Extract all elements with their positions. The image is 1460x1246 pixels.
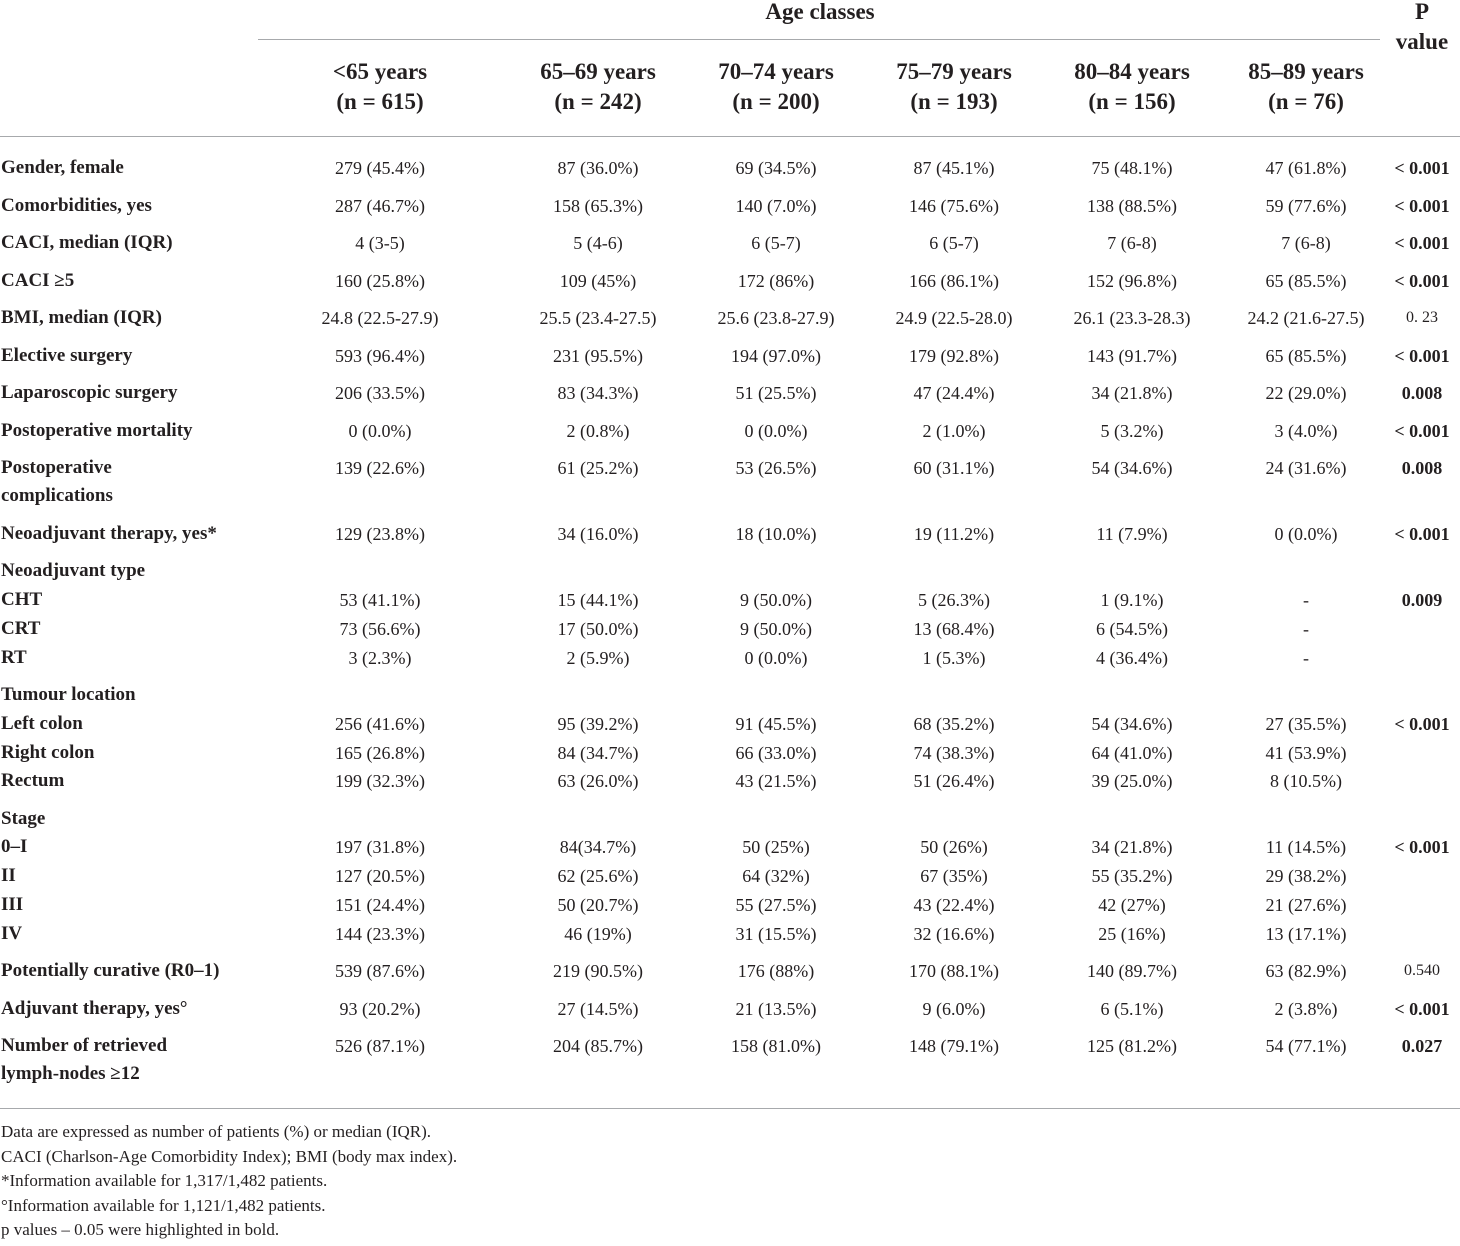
table-cell: 27 (14.5%) (557, 999, 639, 1019)
table-cell: 148 (79.1%) (909, 1036, 999, 1056)
table-cell: 39 (25.0%) (1091, 771, 1173, 791)
table-cell: 125 (81.2%) (1087, 1036, 1177, 1056)
table-cell: 172 (86%) (737, 271, 815, 291)
row-label: CRT (1, 618, 41, 639)
table-cell: 68 (35.2%) (913, 714, 995, 734)
table-cell: 69 (34.5%) (735, 158, 817, 178)
table-cell: 166 (86.1%) (909, 271, 999, 291)
row-label: Adjuvant therapy, yes° (1, 998, 188, 1019)
table-cell: - (1303, 648, 1309, 668)
p-value-cell: < 0.001 (1394, 271, 1450, 291)
table-cell: 0 (0.0%) (744, 648, 808, 668)
p-value-cell: 0. 23 (1406, 309, 1438, 326)
row-label-continued: complications (1, 485, 113, 506)
table-cell: 13 (68.4%) (913, 619, 995, 639)
table-cell: 279 (45.4%) (335, 158, 425, 178)
column-header-label: 65–69 years (540, 59, 656, 84)
row-label: Gender, female (1, 157, 124, 178)
table-cell: 24.2 (21.6-27.5) (1247, 308, 1365, 328)
table-cell: 4 (36.4%) (1096, 648, 1168, 668)
table-cell: 64 (41.0%) (1091, 743, 1173, 763)
table-cell: 6 (5-7) (751, 233, 801, 253)
table-cell: 75 (48.1%) (1091, 158, 1173, 178)
row-label: Right colon (1, 742, 95, 763)
p-value-cell: < 0.001 (1394, 837, 1450, 857)
table-cell: 87 (36.0%) (557, 158, 639, 178)
table-cell: 47 (61.8%) (1265, 158, 1347, 178)
column-header-label: 85–89 years (1248, 59, 1364, 84)
table-cell: 9 (6.0%) (922, 999, 986, 1019)
row-label-continued: lymph-nodes ≥12 (1, 1063, 140, 1084)
table-cell: 67 (35%) (920, 866, 988, 886)
table-cell: 32 (16.6%) (913, 924, 995, 944)
footnote: °Information available for 1,121/1,482 patients. (1, 1195, 326, 1215)
table-cell: 51 (26.4%) (913, 771, 995, 791)
table-cell: 91 (45.5%) (735, 714, 817, 734)
p-value-heading-line2: value (1395, 29, 1449, 54)
table-cell: 84 (34.7%) (557, 743, 639, 763)
table-cell: 256 (41.6%) (335, 714, 425, 734)
table-cell: 22 (29.0%) (1265, 383, 1347, 403)
table-cell: 1 (9.1%) (1100, 590, 1164, 610)
p-value-cell: < 0.001 (1394, 524, 1450, 544)
table-cell: 24.8 (22.5-27.9) (321, 308, 439, 328)
row-label: Neoadjuvant therapy, yes* (1, 523, 217, 544)
age-classes-heading: Age classes (765, 0, 875, 24)
table-cell: 11 (14.5%) (1265, 837, 1347, 857)
table-cell: 18 (10.0%) (735, 524, 817, 544)
p-value-cell: < 0.001 (1394, 346, 1450, 366)
table-cell: 158 (65.3%) (553, 196, 643, 216)
row-label: Tumour location (1, 684, 136, 705)
column-header-label: 75–79 years (896, 59, 1012, 84)
column-header-n: (n = 200) (732, 89, 820, 114)
table-cell: 593 (96.4%) (335, 346, 425, 366)
table-cell: 7 (6-8) (1107, 233, 1157, 253)
table-cell: 0 (0.0%) (1274, 524, 1338, 544)
table-cell: 34 (21.8%) (1091, 837, 1173, 857)
column-header-n: (n = 76) (1268, 89, 1344, 114)
table-cell: 9 (50.0%) (740, 619, 812, 639)
column-header-n: (n = 156) (1088, 89, 1176, 114)
table-cell: 29 (38.2%) (1265, 866, 1347, 886)
table-cell: 63 (82.9%) (1265, 961, 1347, 981)
table-cell: 143 (91.7%) (1087, 346, 1177, 366)
table-cell: 2 (3.8%) (1274, 999, 1338, 1019)
table-cell: 2 (1.0%) (922, 421, 986, 441)
row-label: Left colon (1, 713, 83, 734)
p-value-heading: P (1414, 0, 1430, 24)
table-cell: 54 (34.6%) (1091, 714, 1173, 734)
p-value-cell: 0.008 (1401, 458, 1443, 478)
p-value-cell: < 0.001 (1394, 158, 1450, 178)
table-cell: 21 (13.5%) (735, 999, 817, 1019)
table-cell: 27 (35.5%) (1265, 714, 1347, 734)
table-cell: 146 (75.6%) (909, 196, 999, 216)
table-cell: 199 (32.3%) (335, 771, 425, 791)
table-cell: 41 (53.9%) (1265, 743, 1347, 763)
row-label: RT (1, 647, 27, 668)
table-cell: 197 (31.8%) (335, 837, 425, 857)
table-cell: 165 (26.8%) (335, 743, 425, 763)
table-cell: 109 (45%) (559, 271, 637, 291)
table-bottom-rule (0, 1108, 1460, 1109)
footnote: p values – 0.05 were highlighted in bold. (1, 1220, 280, 1239)
table-cell: 84(34.7%) (559, 837, 637, 857)
table-cell: 25.5 (23.4-27.5) (539, 308, 657, 328)
table-cell: 55 (35.2%) (1091, 866, 1173, 886)
row-label: Elective surgery (1, 345, 133, 366)
table-cell: 55 (27.5%) (735, 895, 817, 915)
table-cell: 63 (26.0%) (557, 771, 639, 791)
table-cell: 194 (97.0%) (731, 346, 821, 366)
row-label: Number of retrieved (1, 1035, 168, 1056)
table-cell: 11 (7.9%) (1096, 524, 1168, 544)
table-cell: 7 (6-8) (1281, 233, 1331, 253)
table-cell: 24 (31.6%) (1265, 458, 1347, 478)
table-cell: 139 (22.6%) (335, 458, 425, 478)
table-cell: 151 (24.4%) (335, 895, 425, 915)
table-cell: 152 (96.8%) (1087, 271, 1177, 291)
column-header-n: (n = 193) (910, 89, 998, 114)
table-cell: 9 (50.0%) (740, 590, 812, 610)
table-cell: 65 (85.5%) (1265, 346, 1347, 366)
p-value-cell: < 0.001 (1394, 421, 1450, 441)
table-cell: 158 (81.0%) (731, 1036, 821, 1056)
table-cell: 8 (10.5%) (1270, 771, 1342, 791)
table-cell: 54 (34.6%) (1091, 458, 1173, 478)
table-cell: 15 (44.1%) (557, 590, 639, 610)
table-cell: 87 (45.1%) (913, 158, 995, 178)
table-cell: 31 (15.5%) (735, 924, 817, 944)
table-cell: 65 (85.5%) (1265, 271, 1347, 291)
p-value-cell: < 0.001 (1394, 714, 1450, 734)
p-value-cell: < 0.001 (1394, 196, 1450, 216)
table-cell: 25 (16%) (1098, 924, 1166, 944)
table-cell: 24.9 (22.5-28.0) (895, 308, 1013, 328)
row-label: Postoperative (1, 457, 112, 478)
table-cell: 83 (34.3%) (557, 383, 639, 403)
table-cell: 53 (26.5%) (735, 458, 817, 478)
table-cell: 138 (88.5%) (1087, 196, 1177, 216)
table-cell: 140 (89.7%) (1087, 961, 1177, 981)
column-header-label: <65 years (332, 59, 428, 84)
table-cell: 64 (32%) (742, 866, 810, 886)
table-cell: 43 (22.4%) (913, 895, 995, 915)
table-cell: 47 (24.4%) (913, 383, 995, 403)
table-cell: 539 (87.6%) (335, 961, 425, 981)
table-cell: 21 (27.6%) (1265, 895, 1347, 915)
table-cell: - (1303, 590, 1309, 610)
row-label: II (1, 865, 16, 886)
column-header-n: (n = 615) (336, 89, 424, 114)
table-cell: 3 (4.0%) (1274, 421, 1338, 441)
table-cell: 127 (20.5%) (335, 866, 425, 886)
table-cell: 287 (46.7%) (335, 196, 425, 216)
table-cell: 62 (25.6%) (557, 866, 639, 886)
column-header-label: 80–84 years (1074, 59, 1190, 84)
table-cell: 50 (25%) (742, 837, 810, 857)
table-cell: 219 (90.5%) (553, 961, 643, 981)
table-cell: 231 (95.5%) (553, 346, 643, 366)
table-cell: 140 (7.0%) (735, 196, 817, 216)
row-label: CACI, median (IQR) (1, 232, 173, 253)
table-cell: 51 (25.5%) (735, 383, 817, 403)
table-cell: - (1303, 619, 1309, 639)
p-value-cell: 0.540 (1404, 962, 1440, 979)
table-cell: 43 (21.5%) (735, 771, 817, 791)
table-cell: 2 (5.9%) (566, 648, 630, 668)
row-label: CACI ≥5 (1, 270, 75, 291)
table-cell: 170 (88.1%) (909, 961, 999, 981)
table-cell: 3 (2.3%) (348, 648, 412, 668)
row-label: Postoperative mortality (1, 420, 193, 441)
table-cell: 1 (5.3%) (922, 648, 986, 668)
table-cell: 160 (25.8%) (335, 271, 425, 291)
row-label: Laparoscopic surgery (1, 382, 178, 403)
p-value-cell: 0.008 (1401, 383, 1443, 403)
table-cell: 26.1 (23.3-28.3) (1073, 308, 1191, 328)
table-cell: 61 (25.2%) (557, 458, 639, 478)
footnote: CACI (Charlson-Age Comorbidity Index); BMI (body max index). (1, 1146, 458, 1166)
p-value-cell: < 0.001 (1394, 999, 1450, 1019)
table-cell: 0 (0.0%) (744, 421, 808, 441)
p-value-cell: 0.027 (1401, 1036, 1443, 1056)
table-cell: 25.6 (23.8-27.9) (717, 308, 835, 328)
table-cell: 5 (3.2%) (1100, 421, 1164, 441)
table-cell: 73 (56.6%) (339, 619, 421, 639)
row-label: BMI, median (IQR) (1, 307, 162, 328)
row-label: 0–I (1, 836, 28, 857)
table-cell: 19 (11.2%) (913, 524, 995, 544)
table-cell: 204 (85.7%) (553, 1036, 643, 1056)
table-cell: 95 (39.2%) (557, 714, 639, 734)
row-label: Stage (1, 808, 46, 829)
table-cell: 6 (5.1%) (1100, 999, 1164, 1019)
table-cell: 34 (16.0%) (557, 524, 639, 544)
row-label: III (1, 894, 24, 915)
table-cell: 206 (33.5%) (335, 383, 425, 403)
header-bottom-rule (0, 136, 1460, 137)
table-cell: 59 (77.6%) (1265, 196, 1347, 216)
table-cell: 93 (20.2%) (339, 999, 421, 1019)
row-label: IV (1, 923, 23, 944)
table-cell: 74 (38.3%) (913, 743, 995, 763)
row-label: Rectum (1, 770, 65, 791)
table-cell: 60 (31.1%) (913, 458, 995, 478)
p-value-cell: < 0.001 (1394, 233, 1450, 253)
table-cell: 0 (0.0%) (348, 421, 412, 441)
table-cell: 53 (41.1%) (339, 590, 421, 610)
header-group-rule (258, 39, 1380, 40)
row-label: CHT (1, 589, 43, 610)
table-cell: 34 (21.8%) (1091, 383, 1173, 403)
table-cell: 129 (23.8%) (335, 524, 425, 544)
table-cell: 179 (92.8%) (909, 346, 999, 366)
table-cell: 50 (26%) (920, 837, 988, 857)
row-label: Comorbidities, yes (1, 195, 152, 216)
table-cell: 526 (87.1%) (335, 1036, 425, 1056)
table-cell: 17 (50.0%) (557, 619, 639, 639)
p-value-cell: 0.009 (1401, 590, 1443, 610)
table-cell: 5 (26.3%) (918, 590, 990, 610)
footnote: Data are expressed as number of patients (%) or median (IQR). (1, 1122, 432, 1141)
row-label: Neoadjuvant type (1, 560, 146, 581)
footnote: *Information available for 1,317/1,482 patients. (1, 1171, 328, 1190)
table-cell: 5 (4-6) (573, 233, 623, 253)
table-cell: 144 (23.3%) (335, 924, 425, 944)
table-cell: 66 (33.0%) (735, 743, 817, 763)
table-cell: 50 (20.7%) (557, 895, 639, 915)
row-label: Potentially curative (R0–1) (1, 960, 220, 981)
table-cell: 6 (54.5%) (1096, 619, 1168, 639)
table-cell: 2 (0.8%) (566, 421, 630, 441)
table-cell: 42 (27%) (1098, 895, 1166, 915)
column-header-n: (n = 242) (554, 89, 642, 114)
table-cell: 176 (88%) (737, 961, 815, 981)
table-cell: 4 (3-5) (355, 233, 405, 253)
table-cell: 13 (17.1%) (1265, 924, 1347, 944)
table-cell: 6 (5-7) (929, 233, 979, 253)
table-cell: 46 (19%) (564, 924, 632, 944)
table-cell: 54 (77.1%) (1265, 1036, 1347, 1056)
column-header-label: 70–74 years (718, 59, 834, 84)
